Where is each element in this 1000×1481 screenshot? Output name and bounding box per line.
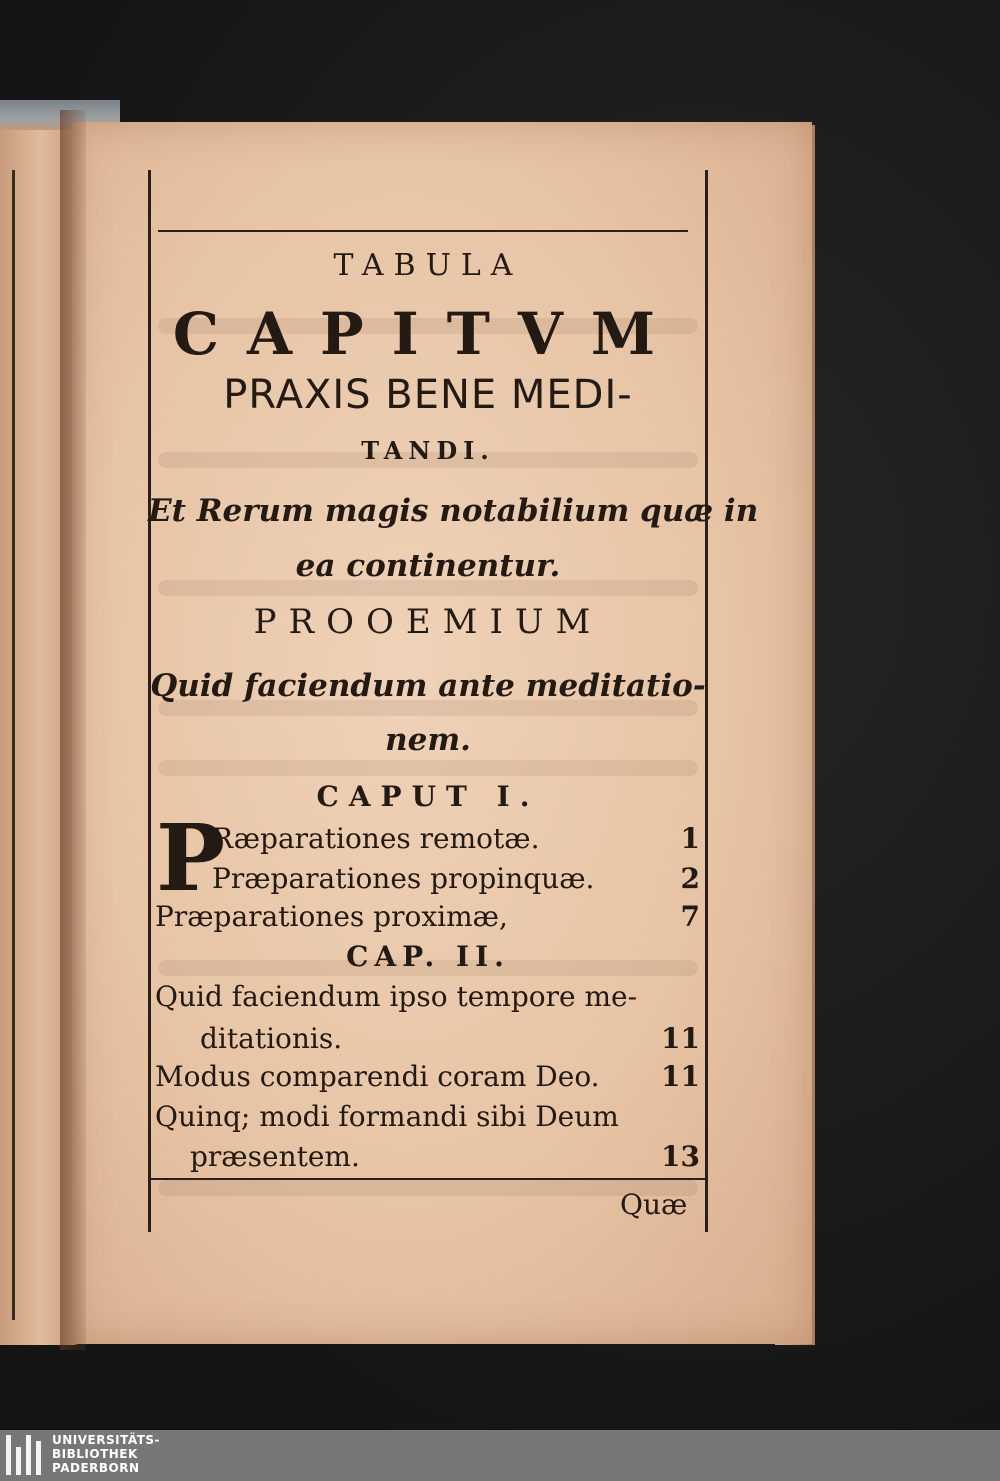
previous-page-rule [12,170,15,1320]
subtitle-line1: Et Rerum magis notabilium quæ in [148,493,759,529]
toc-entry-page: 11 [661,1022,700,1055]
library-logo-icon [6,1435,46,1475]
title-tabula: TABULA [333,248,523,283]
toc-entry-label: præsentem. [190,1140,360,1173]
toc-entry-label: Præparationes propinquæ. [212,862,595,895]
logo-line: UNIVERSITÄTS- [52,1433,161,1447]
caput-2-heading: CAP. II. [346,940,510,973]
toc-entry-page: 13 [661,1140,700,1173]
toc-entry-page: 7 [680,900,700,933]
prooemium-heading: PROOEMIUM [253,602,603,642]
toc-entry-page: 2 [680,862,700,895]
prooemium-desc-line1: Quid faciendum ante meditatio- [150,668,706,704]
toc-entry-label: Quinq; modi formandi sibi Deum [155,1100,619,1133]
drop-capital: P [156,804,226,912]
toc-entry-page: 1 [680,822,700,855]
toc-entry-label: Quid faciendum ipso tempore me- [155,980,638,1013]
frame-top-rule [158,230,688,232]
prooemium-desc-line2: nem. [385,722,471,758]
spine-shadow [60,110,86,1350]
toc-entry-label: Ræparationes remotæ. [212,822,540,855]
logo-line: PADERBORN [52,1461,140,1475]
toc-entry-label: ditationis. [200,1022,343,1055]
toc-entry-page: 11 [661,1060,700,1093]
title-praxis: PRAXIS BENE MEDI- [223,372,633,418]
toc-entry-label: Præparationes proximæ, [155,900,508,933]
frame-bottom-rule [148,1178,708,1180]
title-tandi: TANDI. [361,436,495,465]
library-logo-text [52,1433,160,1475]
catchword: Quæ [620,1188,688,1221]
logo-line: BIBLIOTHEK [52,1447,138,1461]
caput-1-heading: CAPUT I. [316,780,540,813]
subtitle-line2: ea continentur. [295,548,561,584]
library-footer-bar [0,1430,1000,1481]
title-capitum: CAPITVM [172,300,684,368]
toc-entry-label: Modus comparendi coram Deo. [155,1060,600,1093]
